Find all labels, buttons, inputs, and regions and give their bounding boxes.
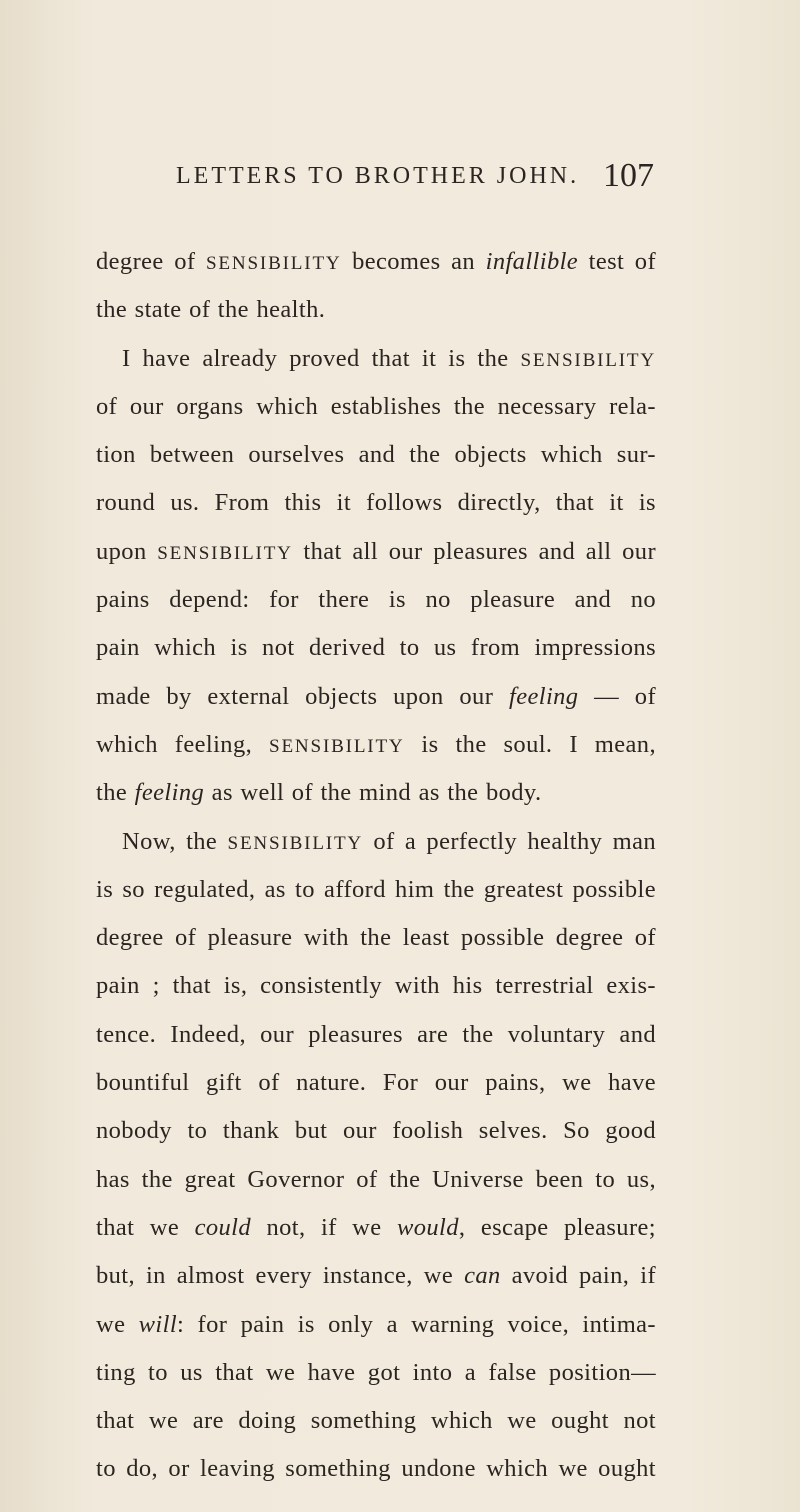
text-line: that we are doing something which we ought not — [96, 1407, 656, 1435]
text-line: nobody to thank but our foolish selves. So good — [96, 1117, 656, 1145]
page-header — [176, 157, 654, 203]
text-line: is so regulated, as to afford him the greatest possible — [96, 875, 656, 903]
text-line: we will: for pain is only a warning voice, intima- — [96, 1310, 656, 1338]
text-line: of our organs which establishes the necessary rela- — [96, 392, 656, 420]
text-line: which feeling, SENSIBILITY is the soul. I mean, — [96, 730, 656, 758]
text-line: Now, the SENSIBILITY of a perfectly healthy man — [122, 827, 656, 855]
text-line: degree of SENSIBILITY becomes an infallible test of — [96, 248, 657, 275]
text-line: bountiful gift of nature. For our pains, we have — [96, 1069, 656, 1097]
text-line: the state of the health. — [96, 296, 326, 324]
text-line: round us. From this it follows directly, that it is — [96, 489, 656, 517]
text-line: to do, or leaving something undone which we ought — [96, 1455, 656, 1483]
body-text — [96, 238, 656, 1494]
page-number: 107 — [603, 157, 654, 194]
text-line: that we could not, if we would, escape pleasure; — [96, 1213, 656, 1241]
text-line: tence. Indeed, our pleasures are the voluntary and — [96, 1020, 656, 1048]
text-line: tion between ourselves and the objects which sur- — [96, 441, 656, 469]
running-head: LETTERS TO BROTHER JOHN. — [176, 163, 580, 189]
text-line: pain ; that is, consistently with his terrestrial exis- — [96, 972, 656, 1000]
text-line: made by external objects upon our feeling — of — [96, 682, 656, 710]
text-line: the feeling as well of the mind as the body. — [96, 779, 542, 807]
text-line: pain which is not derived to us from impressions — [96, 634, 656, 662]
text-line: degree of pleasure with the least possible degree of — [96, 924, 656, 952]
text-line: I have already proved that it is the SENSIBILITY — [122, 344, 656, 372]
text-line: has the great Governor of the Universe been to us, — [96, 1165, 656, 1193]
text-line: upon SENSIBILITY that all our pleasures and all our — [96, 537, 656, 565]
text-line: ting to us that we have got into a false position— — [96, 1358, 656, 1386]
text-line: pains depend: for there is no pleasure and no — [96, 586, 656, 614]
text-line: but, in almost every instance, we can avoid pain, if — [96, 1262, 656, 1290]
